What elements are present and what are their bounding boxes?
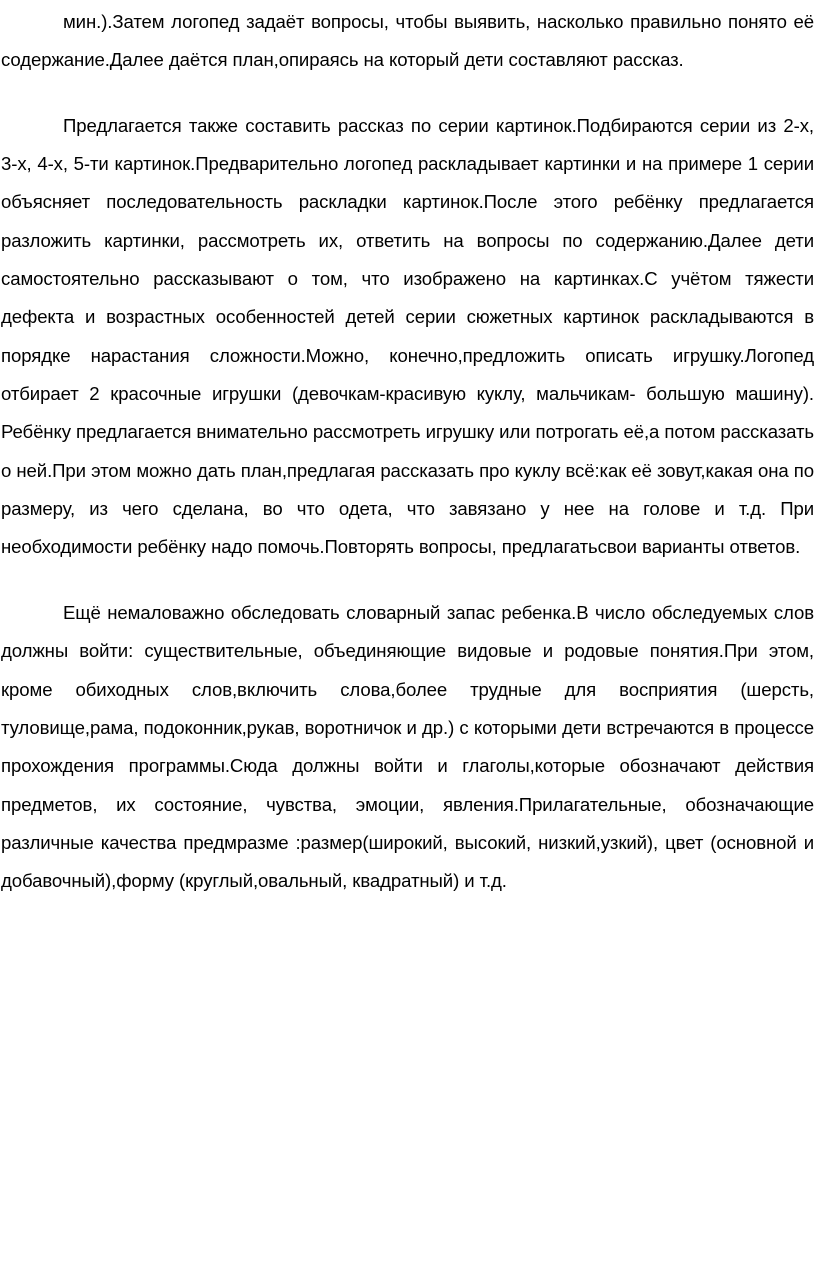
document-page (1, 0, 814, 901)
paragraph-vocabulary: Ещё немаловажно обследовать словарный запас ребенка.В число обследуемых слов должны войти: существительные, объединяющие видовые и родовые понятия.При этом, кроме обиходных слов,включить слова,более трудные для восприятия (шерсть, туловище,рама, подоконник,рукав, воротничок и др.) с которыми дети встречаются в процессе прохождения программы.Сюда должны войти и глаголы,которые обозначают действия предметов, их состояние, чувства, эмоции, явления.Прилагательные, обозначающие различные качества предмразме :размер(широкий, высокий, низкий,узкий), цвет (основной и добавочный),форму (круглый,овальный, квадратный) и т.д. (1, 601, 814, 892)
paragraph-story-questions: мин.).Затем логопед задаёт вопросы, чтобы выявить, насколько правильно понято её содержание.Далее даётся план,опираясь на который дети составляют рассказ. (1, 11, 814, 71)
paragraph-picture-series: Предлагается также составить рассказ по серии картинок.Подбираются серии из 2-х, 3-х, 4-х, 5-ти картинок.Предварительно логопед раскладывает картинки и на примере 1 серии объясняет последовательность раскладки картинок.После этого ребёнку предлагается разложить картинки, рассмотреть их, ответить на вопросы по содержанию.Далее дети самостоятельно рассказывают о том, что изображено на картинках.С учётом тяжести дефекта и возрастных особенностей детей серии сюжетных картинок раскладываются в порядке нарастания сложности.Можно, конечно,предложить описать игрушку.Логопед отбирает 2 красочные игрушки (девочкам-красивую куклу, мальчикам- большую машину). Ребёнку предлагается внимательно рассмотреть игрушку или потрогать её,а потом рассказать о ней.При этом можно дать план,предлагая рассказать про куклу всё:как её зовут,какая она по размеру, из чего сделана, во что одета, что завязано у нее на голове и т.д. При необходимости ребёнку надо помочь.Повторять вопросы, предлагатьсвои варианты ответов. (1, 114, 814, 558)
